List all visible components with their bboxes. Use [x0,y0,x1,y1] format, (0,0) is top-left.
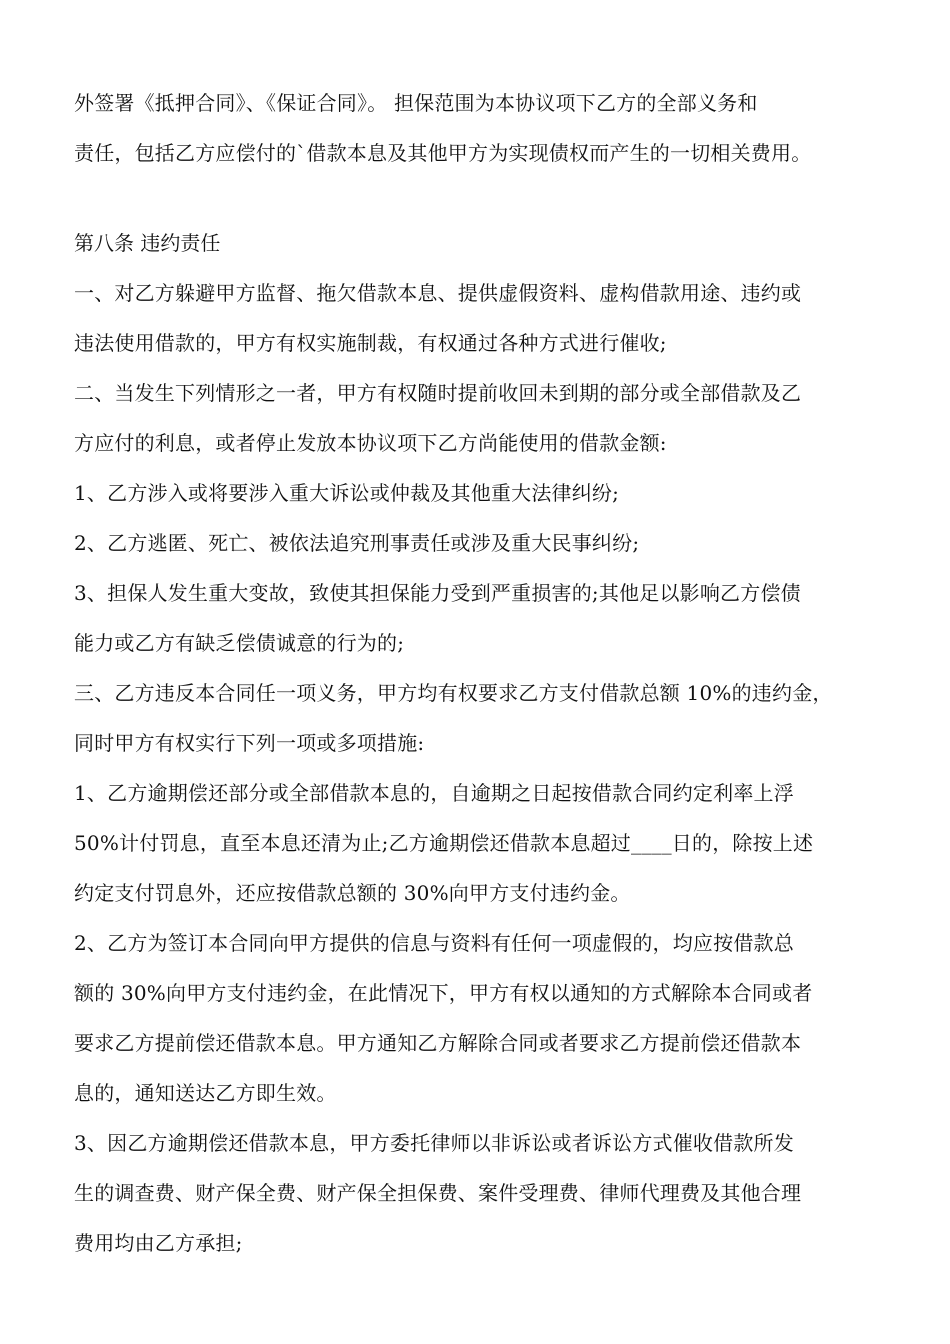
body-line-4: 方应付的利息，或者停止发放本协议项下乙方尚能使用的借款金额: [74,431,667,455]
document-page [74,78,882,1268]
body-line-14: 2、乙方为签订本合同向甲方提供的信息与资料有任何一项虚假的，均应按借款总 [74,931,794,955]
paragraph-gap [74,178,882,218]
body-line-6: 2、乙方逃匿、死亡、被依法追究刑事责任或涉及重大民事纠纷; [74,531,640,555]
body-line-9: 三、乙方违反本合同任一项义务，甲方均有权要求乙方支付借款总额 10%的违约金， [74,681,833,705]
body-line-20: 费用均由乙方承担; [74,1231,243,1255]
body-line-7: 3、担保人发生重大变故，致使其担保能力受到严重损害的;其他足以影响乙方偿债 [74,581,801,605]
body-line-16: 要求乙方提前偿还借款本息。甲方通知乙方解除合同或者要求乙方提前偿还借款本 [74,1031,802,1055]
body-line-19: 生的调查费、财产保全费、财产保全担保费、案件受理费、律师代理费及其他合理 [74,1181,802,1205]
body-line-10: 同时甲方有权实行下列一项或多项措施: [74,731,425,755]
body-line-8: 能力或乙方有缺乏偿债诚意的行为的; [74,631,405,655]
body-line-15: 额的 30%向甲方支付违约金，在此情况下，甲方有权以通知的方式解除本合同或者 [74,981,813,1005]
body-line-2: 违法使用借款的，甲方有权实施制裁，有权通过各种方式进行催收; [74,331,667,355]
body-line-3: 二、当发生下列情形之一者，甲方有权随时提前收回未到期的部分或全部借款及乙 [74,381,802,405]
article-heading: 第八条 违约责任 [74,231,221,255]
intro-line-2: 责任，包括乙方应偿付的`借款本息及其他甲方为实现债权而产生的一切相关费用。 [74,141,812,165]
body-line-17: 息的，通知送达乙方即生效。 [74,1081,337,1105]
body-line-13: 约定支付罚息外，还应按借款总额的 30%向甲方支付违约金。 [74,881,631,905]
body-line-12: 50%计付罚息，直至本息还清为止;乙方逾期偿还借款本息超过____日的，除按上述 [74,831,814,855]
body-line-11: 1、乙方逾期偿还部分或全部借款本息的，自逾期之日起按借款合同约定利率上浮 [74,781,794,805]
body-line-18: 3、因乙方逾期偿还借款本息，甲方委托律师以非诉讼或者诉讼方式催收借款所发 [74,1131,794,1155]
body-line-1: 一、对乙方躲避甲方监督、拖欠借款本息、提供虚假资料、虚构借款用途、违约或 [74,281,802,305]
intro-line-1: 外签署《抵押合同》、《保证合同》。 担保范围为本协议项下乙方的全部义务和 [74,91,758,115]
body-line-5: 1、乙方涉入或将要涉入重大诉讼或仲裁及其他重大法律纠纷; [74,481,620,505]
